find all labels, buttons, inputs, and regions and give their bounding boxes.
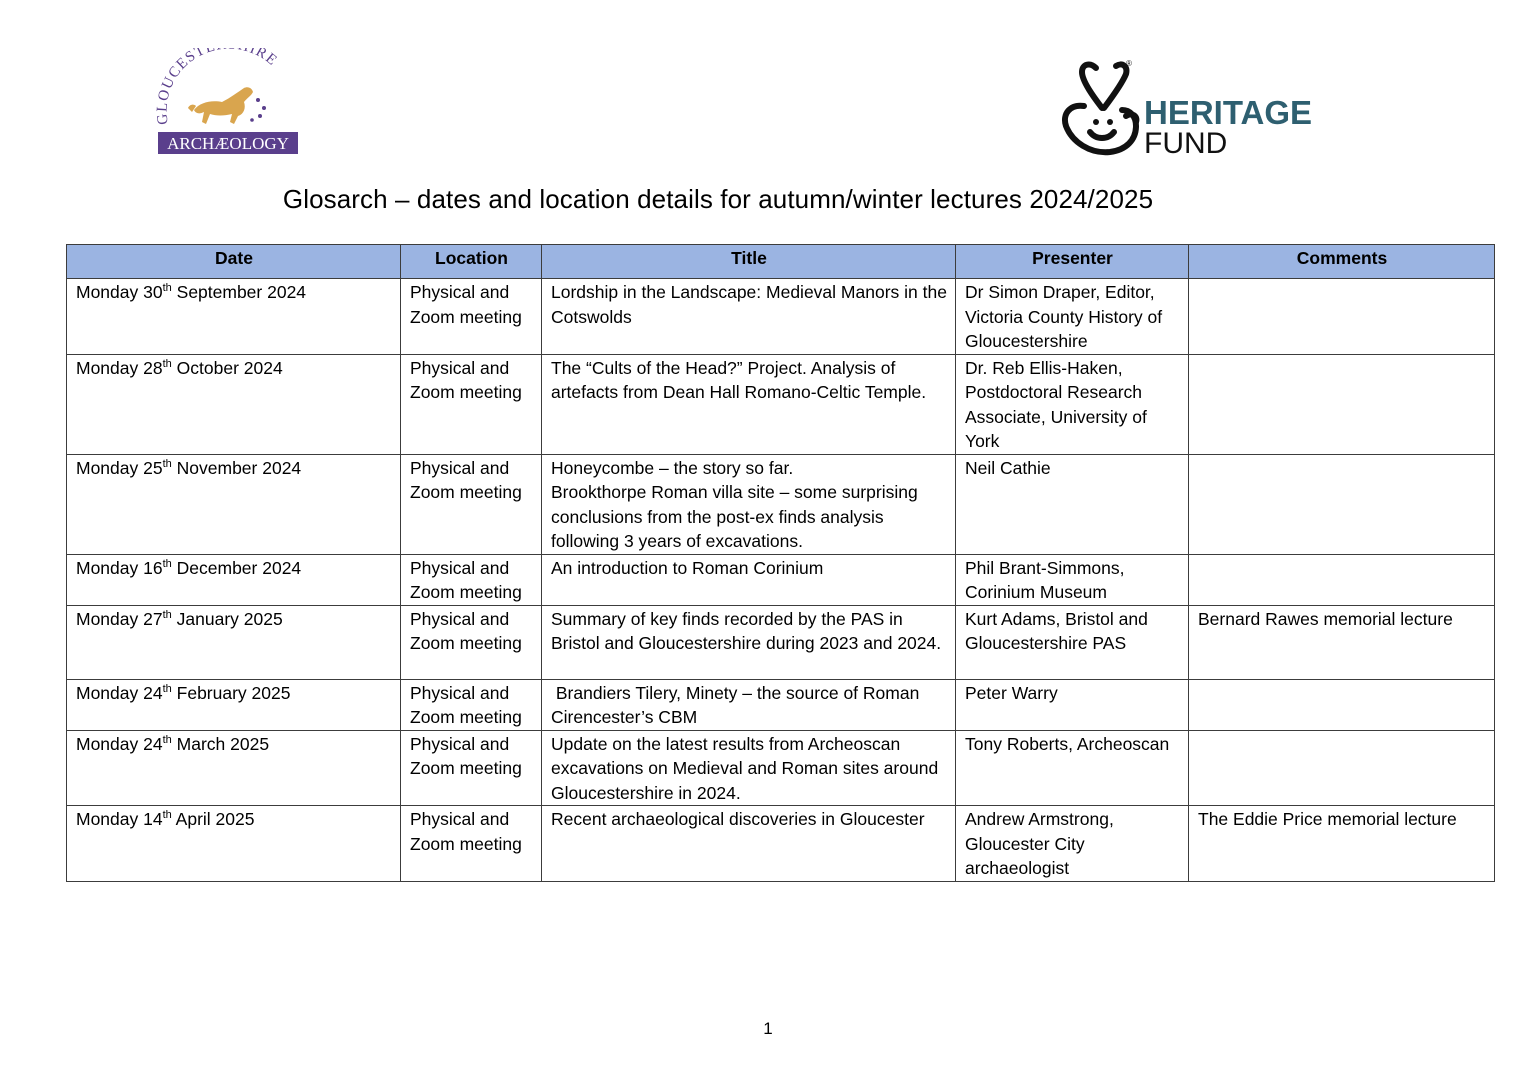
registered-mark: ® <box>1126 59 1132 68</box>
location-cell: Physical and Zoom meeting <box>401 605 542 679</box>
heritage-text: HERITAGE <box>1144 94 1313 131</box>
location-cell: Physical and Zoom meeting <box>401 279 542 355</box>
presenter-cell: Phil Brant-Simmons, Corinium Museum <box>956 554 1189 605</box>
comments-cell: Bernard Rawes memorial lecture <box>1189 605 1495 679</box>
location-cell: Physical and Zoom meeting <box>401 354 542 454</box>
gloucestershire-archaeology-logo-graphic <box>152 48 302 160</box>
crossed-fingers-icon <box>1065 64 1136 152</box>
presenter-cell: Dr. Reb Ellis-Haken, Postdoctoral Research Associate, University of York <box>956 354 1189 454</box>
date-cell: Monday 24th March 2025 <box>67 730 401 806</box>
presenter-cell: Neil Cathie <box>956 454 1189 554</box>
table-row <box>67 806 1495 882</box>
presenter-cell: Kurt Adams, Bristol and Gloucestershire PAS <box>956 605 1189 679</box>
comments-cell <box>1189 730 1495 806</box>
title-line: Brookthorpe Roman villa site – some surprising conclusions from the post-ex finds analysis following 3 years of excavations. <box>551 482 918 551</box>
location-cell: Physical and Zoom meeting <box>401 730 542 806</box>
heritage-fund-logo-graphic <box>1056 56 1316 160</box>
location-cell: Physical and Zoom meeting <box>401 806 542 882</box>
comments-cell <box>1189 354 1495 454</box>
table-row <box>67 605 1495 679</box>
header-location: Location <box>401 245 542 279</box>
table-row <box>67 554 1495 605</box>
comments-cell <box>1189 454 1495 554</box>
date-cell: Monday 14th April 2025 <box>67 806 401 882</box>
header-date: Date <box>67 245 401 279</box>
table-row <box>67 454 1495 554</box>
date-cell: Monday 27th January 2025 <box>67 605 401 679</box>
comments-cell <box>1189 554 1495 605</box>
table-row <box>67 679 1495 730</box>
title-cell: The “Cults of the Head?” Project. Analysis of artefacts from Dean Hall Romano-Celtic Temple. <box>542 354 956 454</box>
presenter-cell: Peter Warry <box>956 679 1189 730</box>
date-cell: Monday 24th February 2025 <box>67 679 401 730</box>
document-title-text: Glosarch – dates and location details for autumn/winter lectures 2024/2025 <box>282 184 1154 214</box>
title-cell: Update on the latest results from Archeoscan excavations on Medieval and Roman sites around Gloucestershire in 2024. <box>542 730 956 806</box>
date-cell: Monday 16th December 2024 <box>67 554 401 605</box>
table-row <box>67 730 1495 806</box>
fund-text: FUND <box>1144 127 1228 160</box>
comments-cell <box>1189 279 1495 355</box>
location-cell: Physical and Zoom meeting <box>401 454 542 554</box>
date-cell: Monday 30th September 2024 <box>67 279 401 355</box>
gloucestershire-archaeology-logo <box>152 48 302 160</box>
date-cell: Monday 28th October 2024 <box>67 354 401 454</box>
document-title <box>0 184 1536 215</box>
presenter-cell: Andrew Armstrong, Gloucester City archaeologist <box>956 806 1189 882</box>
date-cell: Monday 25th November 2024 <box>67 454 401 554</box>
logo-band-text: ARCHÆOLOGY <box>167 134 289 153</box>
title-cell: Lordship in the Landscape: Medieval Manors in the Cotswolds <box>542 279 956 355</box>
location-cell: Physical and Zoom meeting <box>401 554 542 605</box>
presenter-cell: Dr Simon Draper, Editor, Victoria County History of Gloucestershire <box>956 279 1189 355</box>
title-cell: An introduction to Roman Corinium <box>542 554 956 605</box>
presenter-cell: Tony Roberts, Archeoscan <box>956 730 1189 806</box>
location-cell: Physical and Zoom meeting <box>401 679 542 730</box>
lectures-table <box>66 244 1495 882</box>
table-row <box>67 279 1495 355</box>
horse-icon <box>188 87 253 124</box>
heritage-fund-logo <box>1056 56 1316 160</box>
table-header-row <box>67 245 1495 279</box>
header-title: Title <box>542 245 956 279</box>
title-line: Honeycombe – the story so far. <box>551 457 794 478</box>
header-comments: Comments <box>1189 245 1495 279</box>
table-row <box>67 354 1495 454</box>
logo-arc-text: GLOUCEST IRE <box>154 48 281 126</box>
comments-cell <box>1189 679 1495 730</box>
title-cell <box>542 454 956 554</box>
title-cell: Recent archaeological discoveries in Gloucester <box>542 806 956 882</box>
title-cell: Summary of key finds recorded by the PAS in Bristol and Gloucestershire during 2023 and 2024. <box>542 605 956 679</box>
page-number: 1 <box>763 1019 773 1038</box>
header-presenter: Presenter <box>956 245 1189 279</box>
comments-cell: The Eddie Price memorial lecture <box>1189 806 1495 882</box>
title-cell: Brandiers Tilery, Minety – the source of Roman Cirencester’s CBM <box>542 679 956 730</box>
